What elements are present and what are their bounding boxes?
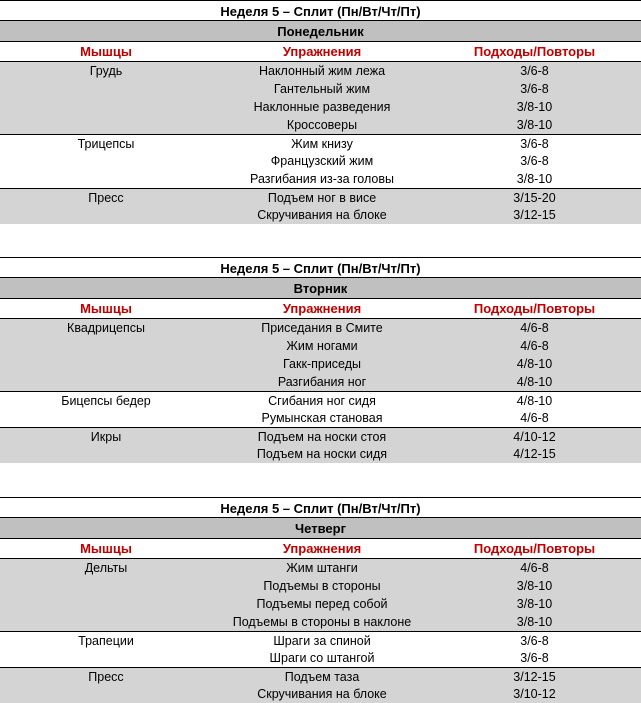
sets-reps: 3/8-10: [516, 118, 553, 132]
sets-reps: 3/15-20: [513, 191, 556, 205]
exercise-name: Наклонный жим лежа: [258, 64, 386, 78]
muscle-group: Бицепсы бедер: [61, 394, 151, 408]
table-row: [0, 188, 641, 206]
table-row: [0, 559, 641, 577]
exercise-name: Жим книзу: [291, 137, 353, 151]
table-row: [0, 80, 641, 98]
table-row: [0, 631, 641, 649]
exercise-name: Разгибания из-за головы: [250, 172, 394, 186]
sets-reps: 4/6-8: [520, 411, 549, 425]
muscle-group: Квадрицепсы: [67, 321, 145, 335]
exercise-name: Шраги за спиной: [273, 634, 371, 648]
sets-reps: 4/8-10: [516, 357, 553, 371]
sets-reps: 4/8-10: [516, 394, 553, 408]
exercise-name: Скручивания на блоке: [257, 208, 387, 222]
workout-block-monday: [0, 0, 641, 224]
table-row: [0, 170, 641, 188]
table-row: [0, 613, 641, 631]
sets-reps: 3/12-15: [513, 208, 556, 222]
block-title: Неделя 5 – Сплит (Пн/Вт/Чт/Пт): [0, 257, 641, 278]
sets-reps: 4/6-8: [520, 339, 549, 353]
header-exercises: Упражнения: [282, 301, 362, 316]
table-row: [0, 577, 641, 595]
sets-reps: 3/6-8: [520, 64, 549, 78]
sets-reps: 4/6-8: [520, 561, 549, 575]
muscle-group: Икры: [90, 430, 122, 444]
exercise-name: Приседания в Смите: [261, 321, 383, 335]
exercise-name: Скручивания на блоке: [257, 687, 387, 701]
muscle-group: Дельты: [84, 561, 128, 575]
muscle-group: Грудь: [89, 64, 123, 78]
exercise-name: Кроссоверы: [286, 118, 358, 132]
block-title: Неделя 5 – Сплит (Пн/Вт/Чт/Пт): [0, 0, 641, 21]
table-row: [0, 62, 641, 80]
muscle-group: Пресс: [88, 670, 124, 684]
exercise-name: Подъем на носки сидя: [256, 447, 388, 461]
table-row: [0, 595, 641, 613]
header-muscles: Мышцы: [80, 44, 132, 59]
table-row: [0, 667, 641, 685]
column-header-row: [0, 42, 641, 62]
sets-reps: 3/10-12: [513, 687, 556, 701]
sets-reps: 3/6-8: [520, 634, 549, 648]
muscle-group: Трицепсы: [77, 137, 135, 151]
exercise-name: Подъем ног в висе: [267, 191, 377, 205]
header-muscles: Мышцы: [80, 301, 132, 316]
table-row: [0, 98, 641, 116]
table-row: [0, 116, 641, 134]
table-row: [0, 337, 641, 355]
exercise-name: Подъем таза: [284, 670, 360, 684]
table-row: [0, 391, 641, 409]
table-row: [0, 319, 641, 337]
header-sets-reps: Подходы/Повторы: [473, 44, 596, 59]
muscle-group: Трапеции: [78, 634, 134, 648]
workout-block-thursday: [0, 497, 641, 703]
table-row: [0, 445, 641, 463]
sets-reps: 3/8-10: [516, 615, 553, 629]
header-sets-reps: Подходы/Повторы: [473, 541, 596, 556]
sets-reps: 4/12-15: [513, 447, 556, 461]
table-row: [0, 685, 641, 703]
sets-reps: 3/8-10: [516, 579, 553, 593]
exercise-name: Сгибания ног сидя: [268, 394, 376, 408]
table-row: [0, 152, 641, 170]
exercise-name: Наклонные разведения: [253, 100, 391, 114]
exercise-name: Шраги со штангой: [269, 651, 375, 665]
exercise-name: Подъем на носки стоя: [257, 430, 387, 444]
exercise-name: Разгибания ног: [277, 375, 367, 389]
sets-reps: 3/6-8: [520, 651, 549, 665]
header-muscles: Мышцы: [80, 541, 132, 556]
day-name: Четверг: [0, 518, 641, 539]
sets-reps: 3/8-10: [516, 172, 553, 186]
exercise-name: Жим штанги: [286, 561, 358, 575]
column-header-row: [0, 539, 641, 559]
table-row: [0, 409, 641, 427]
sets-reps: 3/6-8: [520, 137, 549, 151]
exercise-name: Жим ногами: [286, 339, 358, 353]
header-exercises: Упражнения: [282, 541, 362, 556]
exercise-name: Гантельный жим: [273, 82, 371, 96]
muscle-group: Пресс: [88, 191, 124, 205]
exercise-name: Подъемы перед собой: [256, 597, 388, 611]
table-row: [0, 355, 641, 373]
day-name: Понедельник: [0, 21, 641, 42]
day-name: Вторник: [0, 278, 641, 299]
table-row: [0, 649, 641, 667]
sets-reps: 4/6-8: [520, 321, 549, 335]
sets-reps: 3/8-10: [516, 100, 553, 114]
exercise-name: Гакк-приседы: [282, 357, 362, 371]
sets-reps: 3/8-10: [516, 597, 553, 611]
column-header-row: [0, 299, 641, 319]
block-title: Неделя 5 – Сплит (Пн/Вт/Чт/Пт): [0, 497, 641, 518]
table-row: [0, 373, 641, 391]
header-sets-reps: Подходы/Повторы: [473, 301, 596, 316]
exercise-name: Подъемы в стороны в наклоне: [232, 615, 412, 629]
header-exercises: Упражнения: [282, 44, 362, 59]
sets-reps: 3/6-8: [520, 82, 549, 96]
exercise-name: Французский жим: [270, 154, 374, 168]
sets-reps: 4/10-12: [513, 430, 556, 444]
sets-reps: 4/8-10: [516, 375, 553, 389]
workout-block-tuesday: [0, 257, 641, 463]
table-row: [0, 427, 641, 445]
sets-reps: 3/12-15: [513, 670, 556, 684]
table-row: [0, 206, 641, 224]
exercise-name: Румынская становая: [261, 411, 383, 425]
table-row: [0, 134, 641, 152]
exercise-name: Подъемы в стороны: [263, 579, 381, 593]
sets-reps: 3/6-8: [520, 154, 549, 168]
